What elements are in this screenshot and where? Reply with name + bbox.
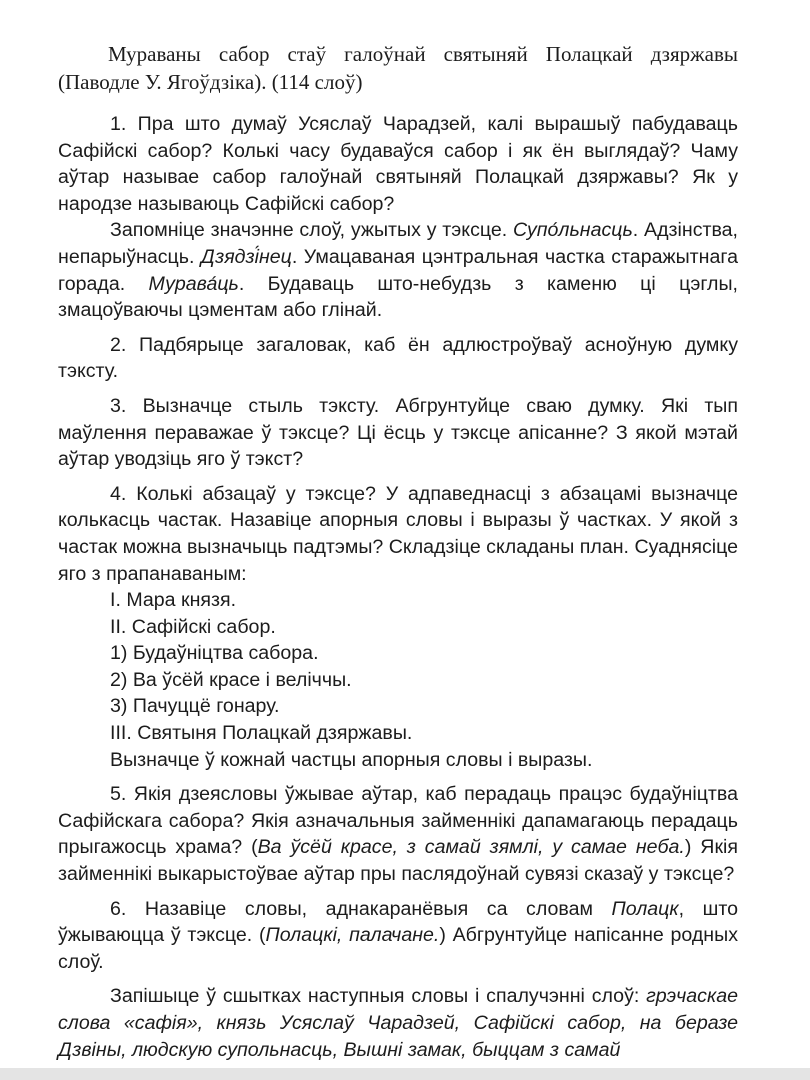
question-6-word: Полацк <box>611 897 679 920</box>
writing-task-text: Запішыце ў сшытках наступныя словы і спалучэнні слоў: <box>110 985 647 1008</box>
question-5-text: 5. Якія дзеясловы ўжывае аўтар, каб перадаць працэс будаўніцтва Сафійскага сабора? Якія азначальныя займеннікі дапамагаюць перадаць прыгажосць храма? ( <box>58 783 738 859</box>
definition-muravats: . Будаваць што-небудзь з каменю ці цэглы, змацоўваючы цэментам або глінай. <box>58 272 738 322</box>
page-bottom-edge <box>0 1068 810 1080</box>
question-1: 1. Пра што думаў Усяслаў Чарадзей, калі вырашыў пабудаваць Сафійскі сабор? Колькі часу будаваўся сабор і як ён выглядаў? Чаму аўтар называе сабор галоўнай святыняй Полацкай дзяржавы? Як у народзе называюць Сафійскі сабор? <box>58 113 738 215</box>
question-2: 2. Падбярыце загаловак, каб ён адлюстроўваў асноўную думку тэксту. <box>58 333 738 383</box>
term-supolnasts: Супо́льнасць <box>513 219 633 242</box>
question-5-text-end: ) Якія займеннікі выкарыстоўвае аўтар пры паслядоўнай сувязі сказаў у тэксце? <box>58 836 738 886</box>
definition-dziadzinets: . Умацаваная цэнтральная частка старажытнага горада. <box>58 245 738 295</box>
plan-item: I. Мара князя. <box>110 589 237 612</box>
question-3: 3. Вызначце стыль тэксту. Абгрунтуйце сваю думку. Які тып маўлення пераважае ў тэксце? Ці ёсць у тэксце апісанне? З якой мэтай аўтар уводзіць яго ў тэкст? <box>58 394 738 471</box>
writing-task <box>58 983 738 1063</box>
plan-item: 1) Будаўніцтва сабора. <box>110 642 319 665</box>
plan-item: II. Сафійскі сабор. <box>110 615 276 638</box>
writing-task-words: грэчаскае слова «сафія», князь Усяслаў Чарадзей, Сафійскі сабор, на беразе Дзвіны, людскую супольнасць, Вышні замак, быццам з самай <box>58 985 738 1061</box>
question-6-text-end: ) Абгрунтуйце напісанне родных слоў. <box>58 924 738 973</box>
vocabulary-intro: Запомніце значэнне слоў, ужытых у тэксце. <box>110 219 514 242</box>
plan-item: 2) Ва ўсёй красе і веліччы. <box>110 668 352 691</box>
plan-instruction: Вызначце ў кожнай частцы апорныя словы і выразы. <box>110 748 593 771</box>
question-4: 4. Колькі абзацаў у тэксце? У адпаведнасці з абзацамі вызначце колькасць частак. Назавіце апорныя словы і выразы ў частках. У якой з частак можна вызначыць падтэмы? Складзіце складаны план. Суаднясіце яго з прапанаваным: <box>58 482 738 585</box>
question-5 <box>58 781 738 887</box>
question-6-examples: Полацкі, палачане. <box>265 924 440 947</box>
question-5-quote: Ва ўсёй красе, з самай зямлі, у самае неба. <box>257 836 685 859</box>
vocabulary-paragraph <box>58 217 738 323</box>
term-muravats: Мурава́ць <box>148 272 239 295</box>
text-title: Мураваны сабор стаў галоўнай святыняй Полацкай дзяржавы (Паводле У. Ягоўдзіка). (114 слоў) <box>58 42 738 94</box>
plan-outline <box>58 587 738 773</box>
question-6-text: 6. Назавіце словы, аднакаранёвыя са словам <box>110 897 612 920</box>
term-dziadzinets: Дзядзі́нец <box>200 245 292 268</box>
question-6-text-mid: , што ўжываюцца ў тэксце. ( <box>58 897 738 947</box>
textbook-page <box>58 40 738 1063</box>
question-6 <box>58 896 738 976</box>
definition-supolnasts: . Адзінства, непарыўнасць. <box>58 219 738 268</box>
plan-item: 3) Пачуццё гонару. <box>110 695 280 718</box>
plan-item: III. Святыня Полацкай дзяржавы. <box>110 722 413 745</box>
